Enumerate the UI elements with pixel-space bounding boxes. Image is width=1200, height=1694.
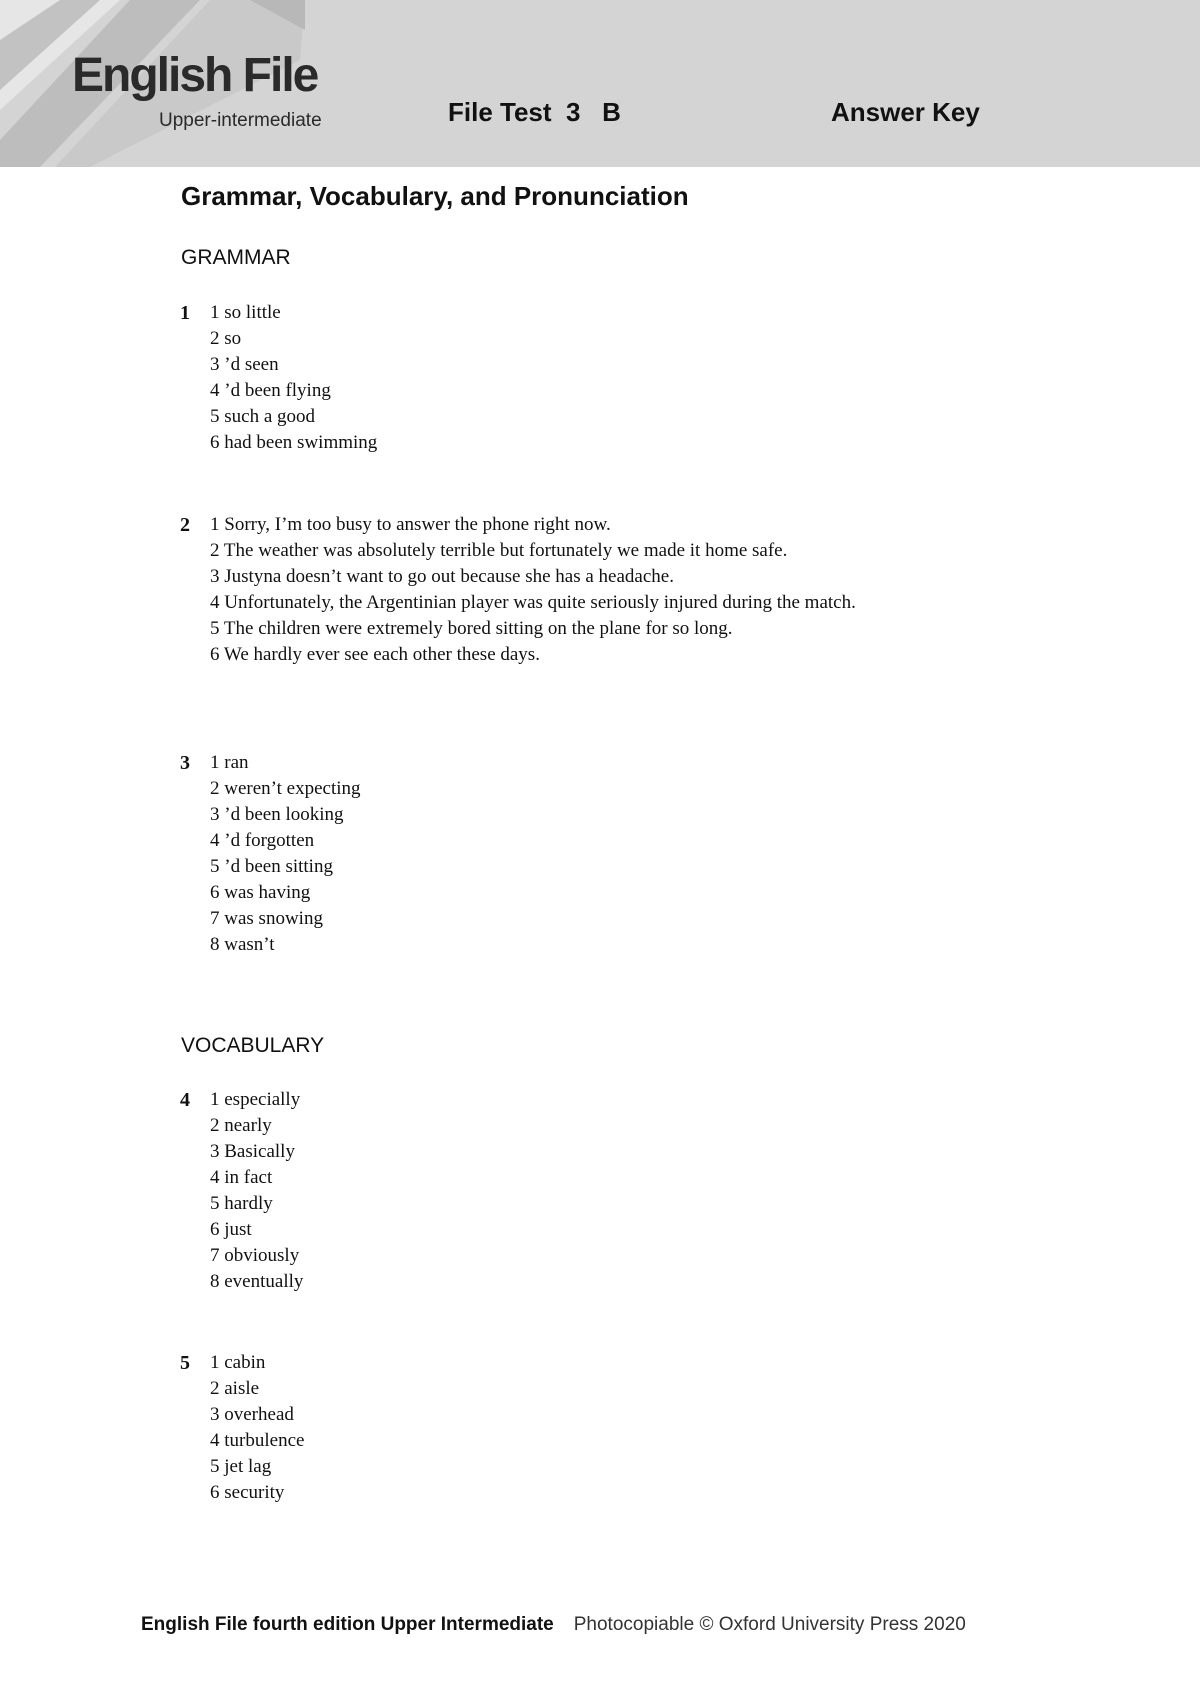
exercise-number: 2 [180, 514, 190, 536]
page-title: Grammar, Vocabulary, and Pronunciation [181, 181, 689, 211]
answer-list [210, 1087, 303, 1295]
answer-item: 8 eventually [210, 1271, 304, 1292]
logo-title: English File [72, 49, 318, 102]
answer-item: 1 cabin [210, 1352, 266, 1373]
answer-item: 4 ’d been flying [210, 380, 331, 401]
footer-copyright: Photocopiable © Oxford University Press 2020 [573, 1614, 966, 1635]
answer-item: 3 Justyna doesn’t want to go out because she has a headache. [210, 566, 674, 587]
answer-item: 6 just [210, 1219, 252, 1240]
footer [141, 1615, 966, 1634]
exercise-number: 5 [180, 1352, 190, 1374]
answer-item: 2 weren’t expecting [210, 778, 361, 799]
answer-item: 3 Basically [210, 1141, 295, 1162]
section-heading-grammar: GRAMMAR [181, 246, 291, 269]
answer-item: 5 ’d been sitting [210, 856, 333, 877]
answer-item: 6 had been swimming [210, 432, 378, 453]
answer-item: 7 obviously [210, 1245, 300, 1266]
test-name: File Test 3 B [448, 97, 621, 127]
answer-item: 4 turbulence [210, 1430, 305, 1451]
answer-item: 2 aisle [210, 1378, 260, 1399]
answer-item: 3 ’d seen [210, 354, 279, 375]
footer-edition: English File fourth edition Upper Intermediate [141, 1614, 554, 1635]
answer-item: 2 so [210, 328, 242, 349]
header-band [0, 0, 1200, 167]
answer-item: 4 in fact [210, 1167, 273, 1188]
answer-list [210, 1350, 304, 1506]
answer-item: 6 We hardly ever see each other these days. [210, 644, 540, 665]
answer-item: 5 hardly [210, 1193, 273, 1214]
answer-item: 1 Sorry, I’m too busy to answer the phone right now. [210, 514, 611, 535]
answer-item: 3 ’d been looking [210, 804, 344, 825]
answer-list [210, 750, 361, 958]
answer-item: 4 ’d forgotten [210, 830, 315, 851]
answer-item: 8 wasn’t [210, 934, 275, 955]
exercise-number: 4 [180, 1089, 190, 1111]
answer-item: 5 The children were extremely bored sitting on the plane for so long. [210, 618, 733, 639]
answer-item: 4 Unfortunately, the Argentinian player was quite seriously injured during the match. [210, 592, 856, 613]
answer-item: 1 ran [210, 752, 249, 773]
answer-item: 1 so little [210, 302, 281, 323]
logo-subtitle: Upper-intermediate [159, 110, 322, 131]
exercise-number: 1 [180, 302, 190, 324]
answer-item: 7 was snowing [210, 908, 323, 929]
exercise-number: 3 [180, 752, 190, 774]
answer-list [210, 512, 856, 668]
answer-item: 5 such a good [210, 406, 316, 427]
answer-item: 1 especially [210, 1089, 301, 1110]
answer-item: 5 jet lag [210, 1456, 272, 1477]
answer-item: 2 The weather was absolutely terrible but fortunately we made it home safe. [210, 540, 788, 561]
answer-list [210, 300, 377, 456]
answer-item: 6 security [210, 1482, 285, 1503]
answer-key-label: Answer Key [831, 97, 980, 127]
section-heading-vocabulary: VOCABULARY [181, 1034, 325, 1057]
answer-item: 6 was having [210, 882, 311, 903]
answer-item: 3 overhead [210, 1404, 294, 1425]
answer-item: 2 nearly [210, 1115, 272, 1136]
